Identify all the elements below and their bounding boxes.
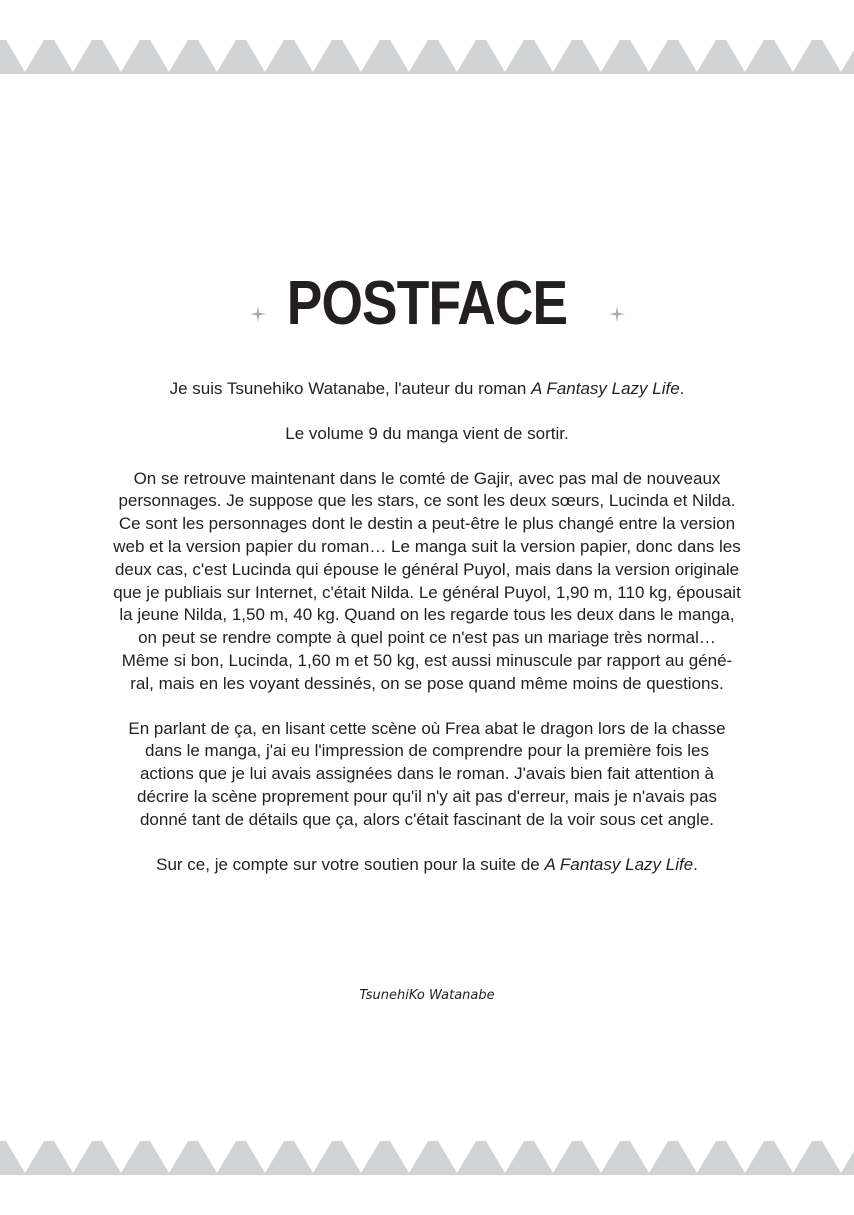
- sparkle-icon: [609, 306, 625, 322]
- text-line: Même si bon, Lucinda, 1,60 m et 50 kg, est aussi minuscule par rapport au géné-: [121, 650, 733, 670]
- paragraph-characters: [70, 468, 784, 696]
- paragraph-volume: Le volume 9 du manga vient de sortir.: [285, 423, 569, 443]
- text-line: dans le manga, j'ai eu l'impression de comprendre pour la première fois les: [145, 741, 709, 761]
- top-triangle-band: [0, 40, 854, 74]
- book-title: A Fantasy Lazy Life: [531, 379, 680, 398]
- text-line: deux cas, c'est Lucinda qui épouse le général Puyol, mais dans la version originale: [114, 559, 740, 579]
- paragraph-intro: [70, 378, 784, 401]
- closing-end: .: [693, 854, 698, 874]
- postface-body: [70, 378, 784, 898]
- text-line: ral, mais en les voyant dessinés, on se pose quand même moins de questions.: [130, 673, 724, 693]
- closing-text: Sur ce, je compte sur votre soutien pour la suite de: [156, 854, 545, 874]
- text-line: En parlant de ça, en lisant cette scène où Frea abat le dragon lors de la chasse: [128, 718, 726, 738]
- paragraph-closing: [70, 854, 784, 877]
- text-line: On se retrouve maintenant dans le comté de Gajir, avec pas mal de nouveaux: [133, 468, 721, 488]
- text-line: que je publiais sur Internet, c'était Nilda. Le général Puyol, 1,90 m, 110 kg, épousait: [113, 582, 741, 602]
- paragraph-dragon-scene: [70, 718, 784, 832]
- triangle-pattern: [0, 40, 854, 74]
- author-signature: TsunehiKo Watanabe: [359, 988, 495, 1003]
- page-title: POSTFACE: [286, 269, 568, 338]
- text-line: donné tant de détails que ça, alors c'était fascinant de la voir sous cet angle.: [139, 809, 715, 829]
- text-line: web et la version papier du roman… Le manga suit la version papier, donc dans les: [113, 536, 741, 556]
- triangle-pattern: [0, 1141, 854, 1175]
- intro-text: Je suis Tsunehiko Watanabe, l'auteur du roman: [169, 379, 531, 398]
- text-line: la jeune Nilda, 1,50 m, 40 kg. Quand on les regarde tous les deux dans le manga,: [119, 605, 735, 625]
- text-line: décrire la scène proprement pour qu'il n'y ait pas d'erreur, mais je n'avais pas: [137, 786, 717, 806]
- text-line: on peut se rendre compte à quel point ce n'est pas un mariage très normal…: [138, 628, 716, 648]
- text-line: Ce sont les personnages dont le destin a peut-être le plus changé entre la version: [118, 514, 736, 534]
- text-line: personnages. Je suppose que les stars, ce sont les deux sœurs, Lucinda et Nilda.: [118, 491, 736, 511]
- intro-end: .: [679, 379, 685, 398]
- text-line: actions que je lui avais assignées dans le roman. J'avais bien fait attention à: [139, 764, 715, 784]
- title-row: [0, 268, 854, 348]
- bottom-triangle-band: [0, 1141, 854, 1175]
- book-title: A Fantasy Lazy Life: [544, 854, 694, 874]
